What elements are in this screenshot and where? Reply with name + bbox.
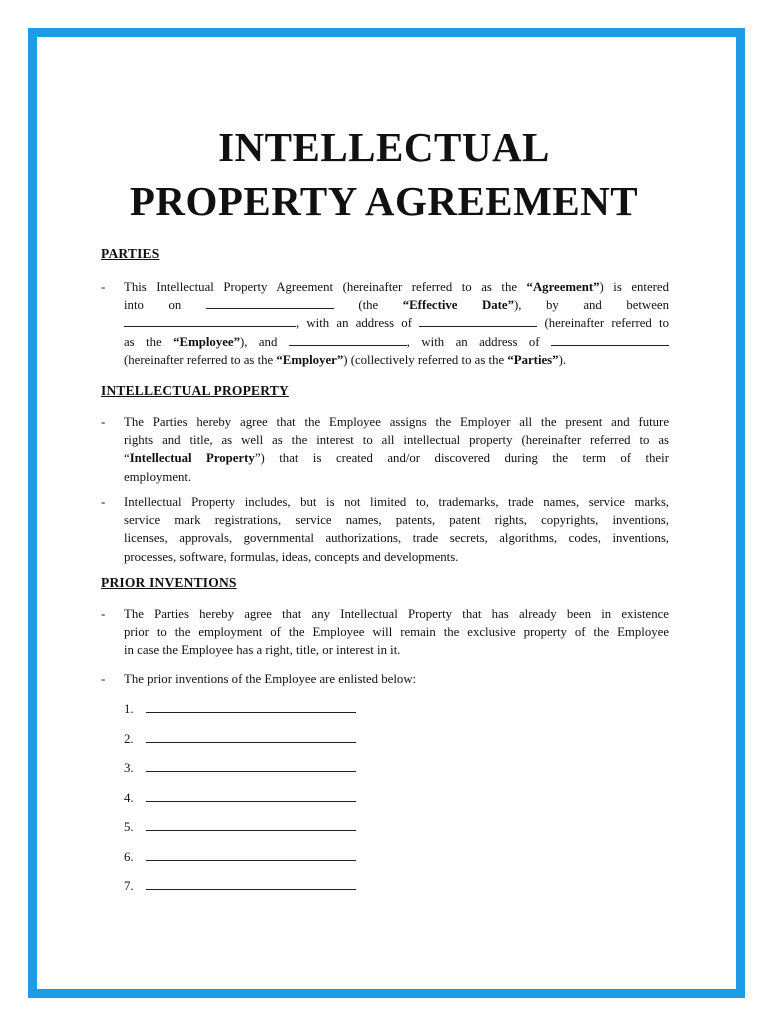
ip-p1-line-4: employment. — [124, 469, 192, 484]
parties-line-4: as the “Employee”), and , with an address of — [124, 333, 669, 351]
list-item: 5. — [124, 818, 356, 835]
bullet-dash: - — [101, 415, 106, 429]
bullet-dash: - — [101, 280, 106, 294]
ip-p1-line-1: The Parties hereby agree that the Employee assigns the Employer all the present and future — [124, 415, 669, 429]
ip-p1-line-2: rights and title, as well as the interest to all intellectual property (hereinafter referred to as — [124, 433, 669, 448]
effective-date-blank[interactable] — [206, 296, 334, 309]
ip-clause-2 — [101, 493, 669, 566]
invention-blank[interactable] — [146, 759, 356, 772]
list-item: 3. — [124, 759, 356, 776]
parties-line-3: , with an address of (hereinafter referred to — [124, 314, 669, 332]
list-item: 6. — [124, 848, 356, 865]
heading-intellectual-property: INTELLECTUAL PROPERTY — [101, 383, 289, 398]
ip-p2-line-3: licenses, approvals, governmental authorizations, trade secrets, algorithms, codes, inventions, — [124, 531, 669, 546]
heading-parties: PARTIES — [101, 246, 160, 261]
prior-p1-line-1: The Parties hereby agree that any Intellectual Property that has already been in existence — [124, 607, 669, 621]
prior-clause-1 — [101, 605, 669, 660]
employee-address-blank[interactable] — [419, 314, 537, 327]
ip-clause-1 — [101, 413, 669, 486]
employer-address-blank[interactable] — [551, 333, 669, 346]
invention-blank[interactable] — [146, 848, 356, 861]
ip-p2-line-2: service mark registrations, service names, patents, patent rights, copyrights, inventions, — [124, 513, 669, 528]
bullet-dash: - — [101, 495, 106, 509]
employer-name-blank[interactable] — [289, 333, 407, 346]
invention-blank[interactable] — [146, 730, 356, 743]
list-item: 2. — [124, 730, 356, 747]
parties-line-5: (hereinafter referred to as the “Employer”) (collectively referred to as the “Parties”). — [124, 352, 567, 367]
ip-p2-line-4: processes, software, formulas, ideas, concepts and developments. — [124, 549, 459, 564]
bullet-dash: - — [101, 672, 106, 686]
title-line-2: PROPERTY AGREEMENT — [129, 178, 639, 224]
parties-line-2: into on (the “Effective Date”), by and between — [124, 298, 669, 313]
parties-clause — [101, 278, 669, 369]
list-item: 7. — [124, 877, 356, 894]
prior-p1-line-2: prior to the employment of the Employee will remain the exclusive property of the Employee — [124, 625, 669, 640]
list-item: 4. — [124, 789, 356, 806]
employee-name-blank[interactable] — [124, 314, 296, 327]
prior-clause-2 — [101, 670, 669, 688]
invention-blank[interactable] — [146, 877, 356, 890]
prior-p1-line-3: in case the Employee has a right, title, or interest in it. — [124, 643, 401, 658]
ip-p1-line-3: “Intellectual Property”) that is created and/or discovered during the term of their — [124, 451, 670, 466]
bullet-dash: - — [101, 607, 106, 621]
prior-p2-line: The prior inventions of the Employee are enlisted below: — [124, 672, 417, 686]
document-title — [0, 120, 768, 228]
title-line-1: INTELLECTUAL — [218, 124, 550, 170]
invention-blank[interactable] — [146, 818, 356, 831]
parties-line-1: This Intellectual Property Agreement (hereinafter referred to as the “Agreement”) is entered — [124, 280, 669, 294]
invention-blank[interactable] — [146, 789, 356, 802]
heading-prior-inventions: PRIOR INVENTIONS — [101, 575, 237, 590]
ip-p2-line-1: Intellectual Property includes, but is not limited to, trademarks, trade names, service marks, — [124, 495, 669, 509]
invention-blank[interactable] — [146, 700, 356, 713]
list-item: 1. — [124, 700, 356, 717]
